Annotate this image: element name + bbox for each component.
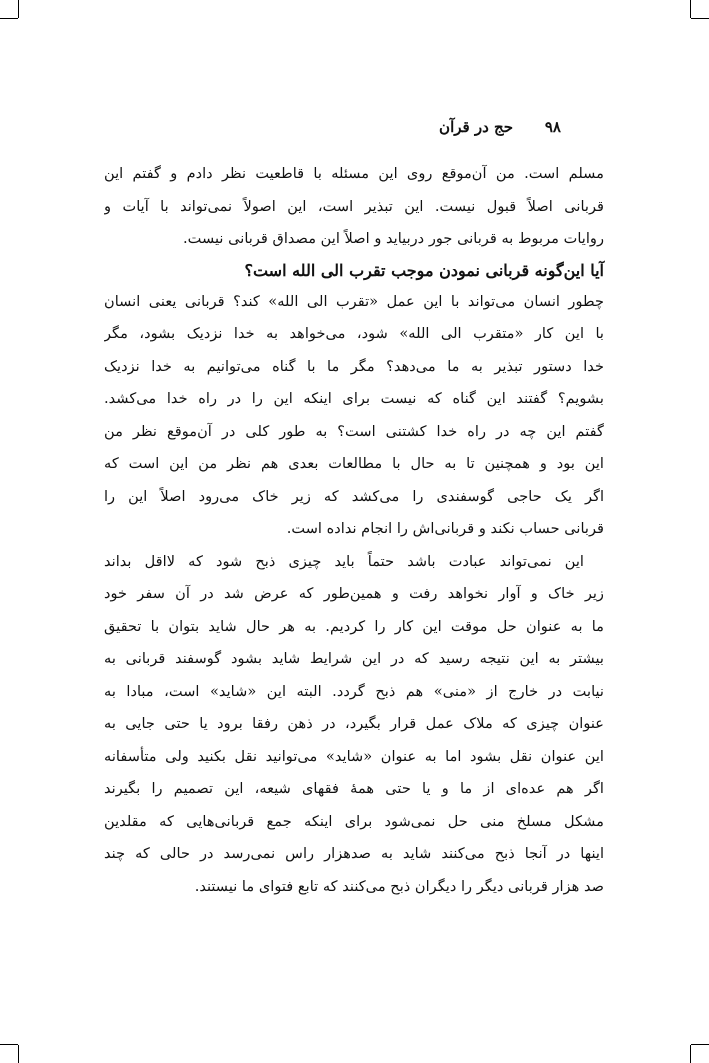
page-body: [104, 158, 604, 903]
text-line: روایات مربوط به قربانی جور دربیاید و اصلاً این مصداق قربانی نیست.: [183, 230, 604, 247]
text-line: بشویم؟ گفتند این گناه که نیست برای اینکه این را در راه خدا می‌کشد.: [104, 390, 604, 407]
running-title: حج در قرآن: [439, 118, 513, 136]
crop-mark-top-right-vertical: [690, 0, 691, 18]
text-line: مشکل مسلخ منی حل نمی‌شود برای اینکه جمع قربانی‌هایی که مقلدین: [104, 812, 604, 830]
text-line: ما به عنوان حل موقت این کار را کردیم. به هر حال شاید بتوان با تحقیق: [104, 617, 604, 635]
section-heading: آیا این‌گونه قربانی نمودن موجب تقرب الی الله است؟: [244, 260, 604, 280]
crop-mark-bottom-right-vertical: [690, 1045, 691, 1063]
text-line: اگر یک حاجی گوسفندی را می‌کشد که زیر خاک می‌رود اصلاً این را: [104, 487, 604, 505]
crop-mark-top-right: [691, 18, 709, 19]
text-line: نیابت در خارج از «منی» هم ذبح گردد. البته این «شاید» است، مبادا به: [104, 682, 604, 700]
text-line: زیر خاک و آوار نخواهد رفت و همین‌طور که عرض شد در آن سفر خود: [104, 585, 604, 602]
text-line: قربانی اصلاً قبول نیست. این تبذیر است، این اصولاً نمی‌تواند با آیات و: [104, 197, 604, 215]
text-line: اگر هم عده‌ای از ما و یا حتی همهٔ فقهای شیعه، این تصمیم را بگیرند: [104, 780, 604, 797]
crop-mark-bottom-right: [691, 1044, 709, 1045]
text-line: این نمی‌تواند عبادت باشد حتماً باید چیزی ذبح شود که لااقل بداند: [104, 552, 584, 570]
text-line: این بود و همچنین تا به حال با مطالعات بعدی هم نظر من این است که: [104, 455, 604, 472]
crop-mark-top-left-vertical: [18, 0, 19, 18]
crop-mark-bottom-left-vertical: [18, 1045, 19, 1063]
text-line: این عنوان نقل بشود اما به عنوان «شاید» می‌توانید نقل بکنید ولی متأسفانه: [104, 747, 604, 765]
text-line: خدا دستور تبذیر به ما می‌دهد؟ مگر ما با گناه می‌توانیم به خدا نزدیک: [104, 357, 604, 375]
crop-mark-top-left: [0, 18, 18, 19]
text-line: صد هزار قربانی دیگر را دیگران ذبح می‌کنند که تابع فتوای ما نیستند.: [194, 877, 604, 895]
text-line: گفتم این چه در راه خدا کشتنی است؟ به طور کلی در آن‌موقع نظر من: [104, 422, 604, 440]
text-line: مسلم است. من آن‌موقع روی این مسئله با قاطعیت نظر دادم و گفتم این: [104, 165, 604, 182]
crop-mark-bottom-left: [0, 1044, 18, 1045]
text-line: بیشتر به این نتیجه رسید که در این شرایط شاید بشود گوسفند قربانی به: [104, 650, 604, 667]
text-line: اینها در آنجا ذبح می‌کنند شاید به صدهزار راس نمی‌رسد در حالی که چند: [104, 845, 604, 862]
text-line: با این کار «متقرب الی الله» شود، می‌خواهد به خدا نزدیک بشود، مگر: [104, 325, 604, 342]
page-number: ۹۸: [544, 118, 561, 136]
text-line: قربانی حساب نکند و قربانی‌اش را انجام نداده است.: [286, 520, 604, 537]
text-line: عنوان چیزی که ملاک عمل قرار بگیرد، در ذهن رفقا برود یا حتی جایی به: [104, 715, 604, 732]
text-line: چطور انسان می‌تواند با این عمل «تقرب الی الله» کند؟ قربانی یعنی انسان: [104, 292, 604, 310]
